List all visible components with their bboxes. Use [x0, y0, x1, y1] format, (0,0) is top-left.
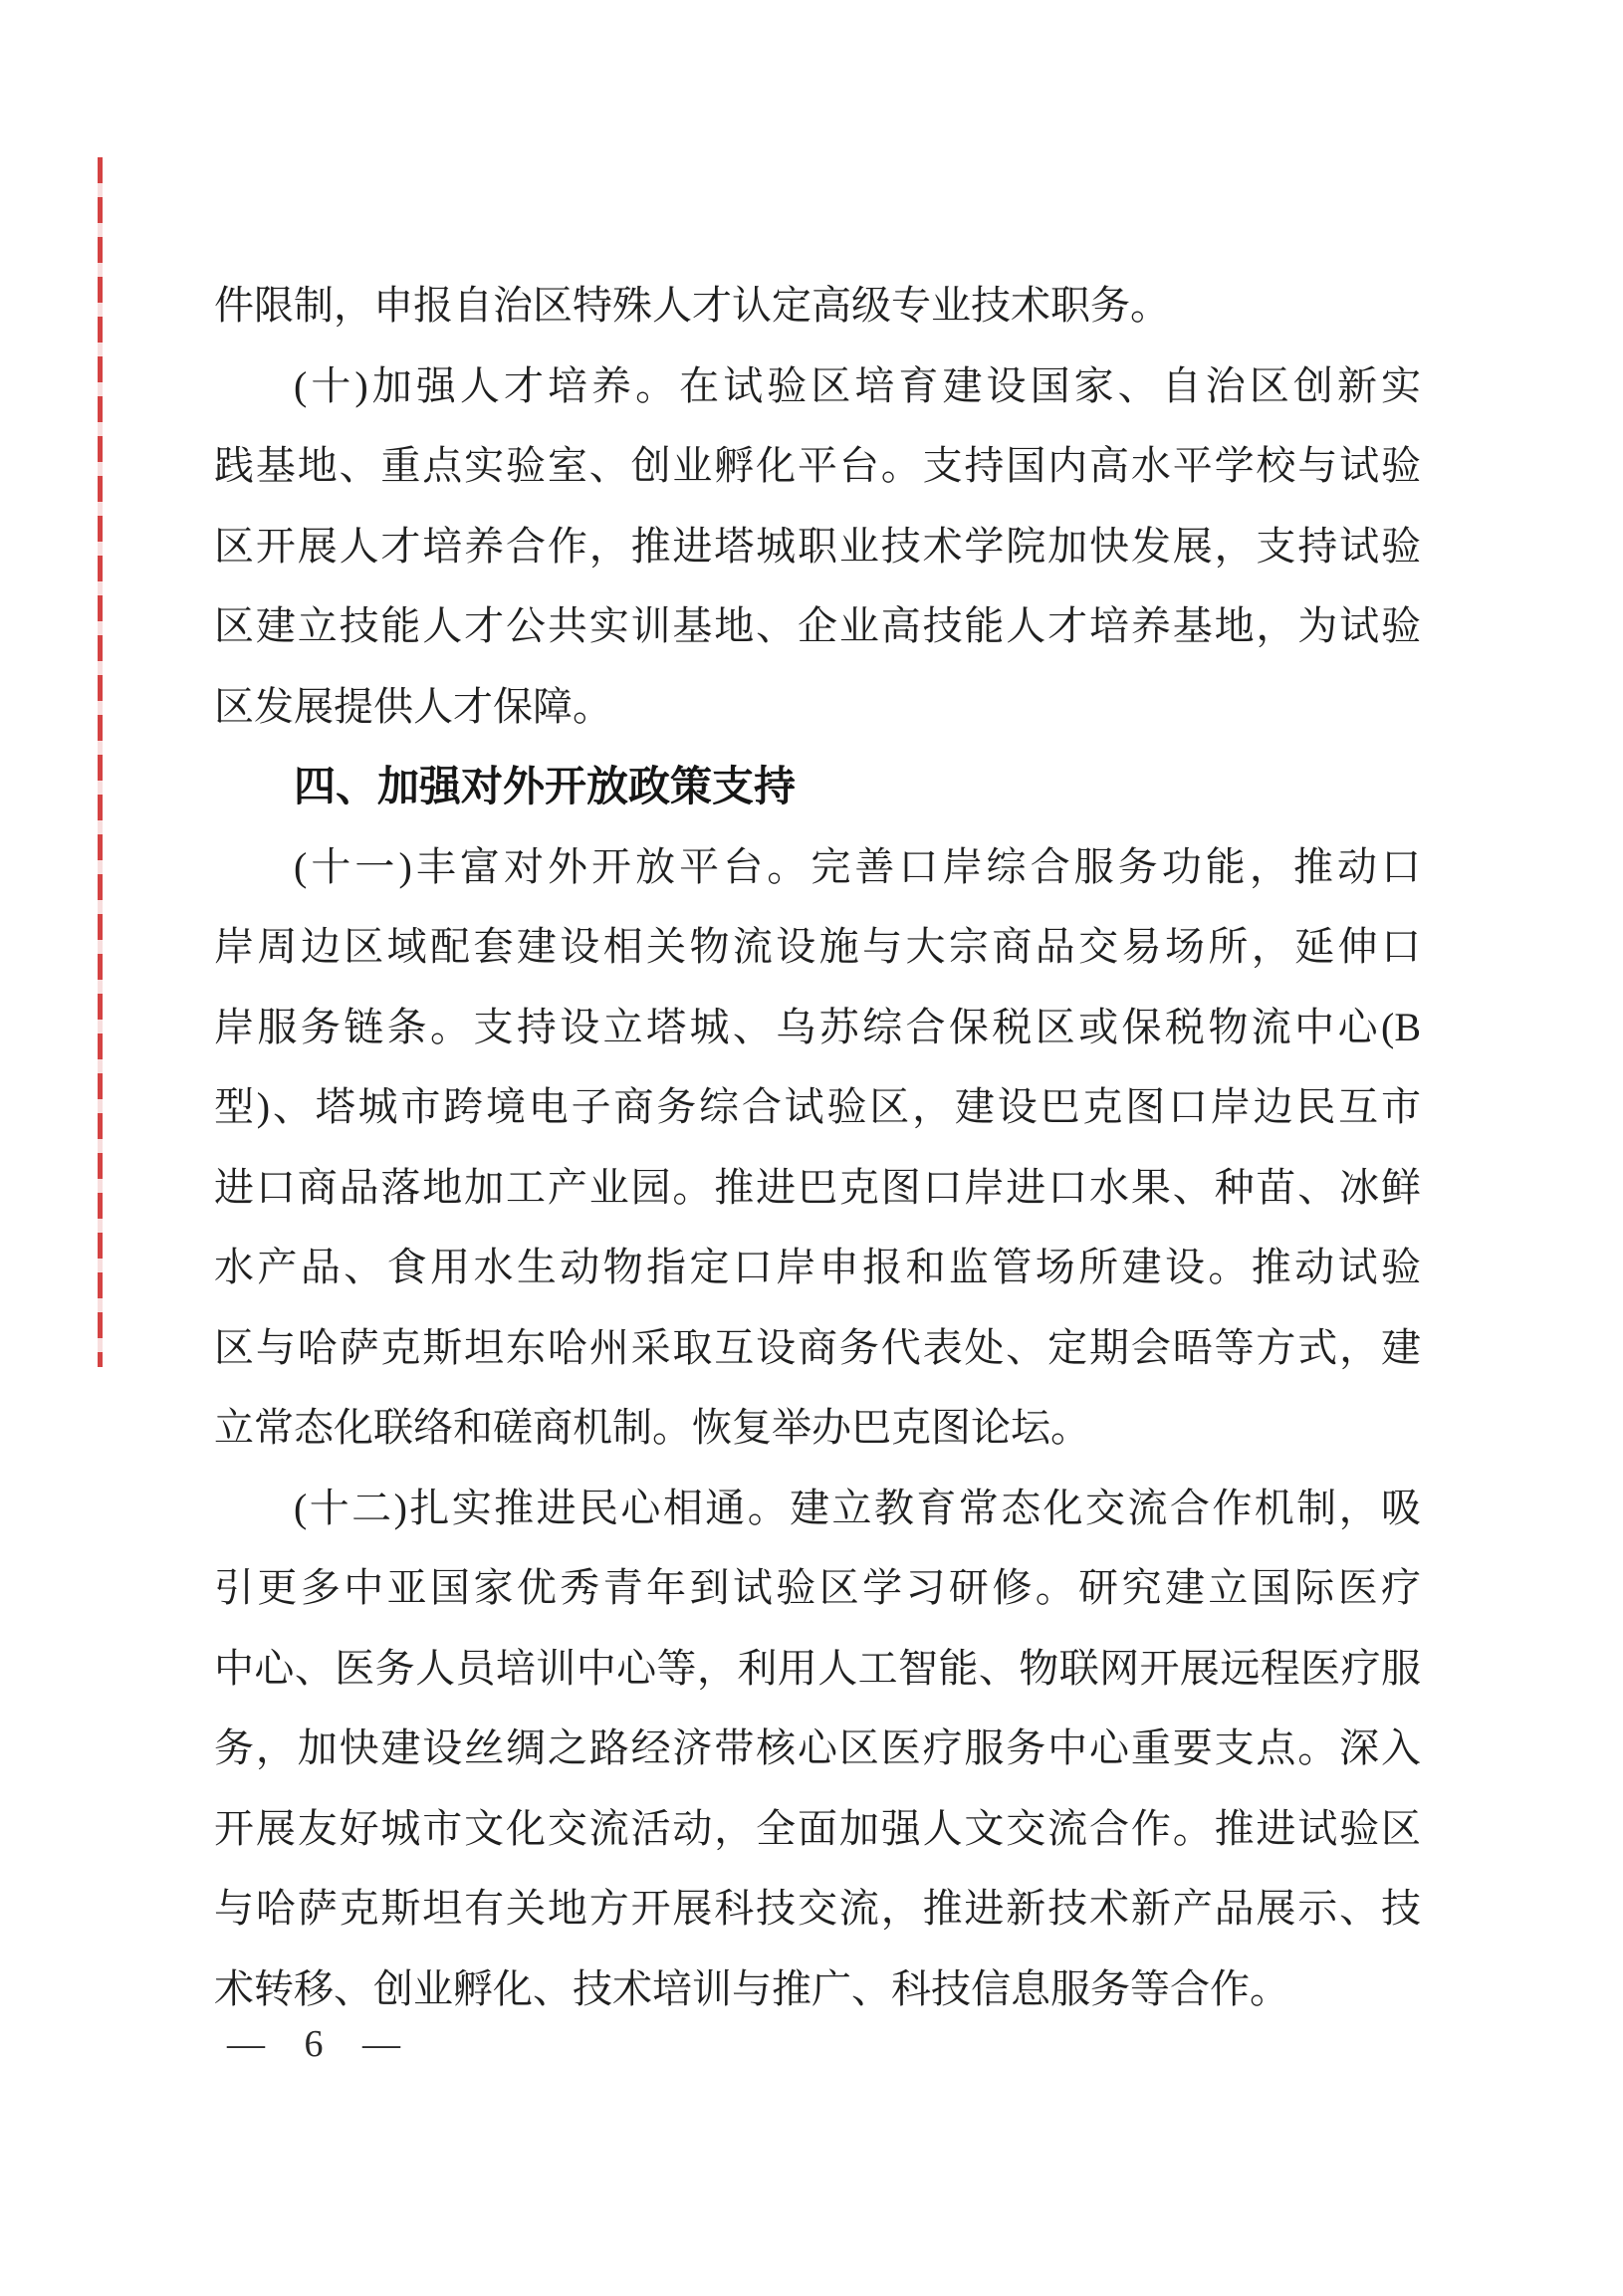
text-line: 务，加快建设丝绸之路经济带核心区医疗服务中心重要支点。深入: [214, 1725, 1421, 1770]
text-line: 型)、塔城市跨境电子商务综合试验区，建设巴克图口岸边民互市: [214, 1084, 1421, 1129]
text-line: 立常态化联络和磋商机制。恢复举办巴克图论坛。: [214, 1405, 1090, 1450]
text-line: 区与哈萨克斯坦东哈州采取互设商务代表处、定期会晤等方式，建: [214, 1324, 1421, 1370]
footer-right-dash: —: [362, 2023, 400, 2065]
section-heading: 四、加强对外开放政策支持: [294, 763, 797, 809]
page-footer: [227, 2019, 400, 2069]
text-line: 引更多中亚国家优秀青年到试验区学习研修。研究建立国际医疗: [214, 1565, 1421, 1610]
text-line: 术转移、创业孵化、技术培训与推广、科技信息服务等合作。: [214, 1965, 1289, 2011]
text-line: 开展友好城市文化交流活动，全面加强人文交流合作。推进试验区: [214, 1805, 1421, 1851]
scan-artifact-line: [98, 157, 103, 1367]
text-line: 岸服务链条。支持设立塔城、乌苏综合保税区或保税物流中心(B: [214, 1004, 1421, 1049]
text-line: (十二)扎实推进民心相通。建立教育常态化交流合作机制，吸: [294, 1485, 1421, 1530]
text-line: 岸周边区域配套建设相关物流设施与大宗商品交易场所，延伸口: [214, 924, 1421, 969]
footer-left-dash: —: [227, 2023, 265, 2065]
text-line: (十)加强人才培养。在试验区培育建设国家、自治区创新实: [294, 362, 1421, 408]
text-line: (十一)丰富对外开放平台。完善口岸综合服务功能，推动口: [294, 843, 1421, 889]
page-number: 6: [304, 2023, 324, 2065]
text-line: 水产品、食用水生动物指定口岸申报和监管场所建设。推动试验: [214, 1245, 1421, 1289]
document-lines: [214, 266, 1421, 2029]
text-line: 区开展人才培养合作，推进塔城职业技术学院加快发展，支持试验: [214, 523, 1421, 569]
text-line: 区发展提供人才保障。: [214, 683, 612, 729]
text-line: 践基地、重点实验室、创业孵化平台。支持国内高水平学校与试验: [214, 443, 1421, 488]
text-line: 与哈萨克斯坦有关地方开展科技交流，推进新技术新产品展示、技: [214, 1886, 1421, 1931]
text-line: 件限制，申报自治区特殊人才认定高级专业技术职务。: [214, 283, 1170, 328]
text-line: 中心、医务人员培训中心等，利用人工智能、物联网开展远程医疗服: [214, 1645, 1421, 1691]
text-line: 进口商品落地加工产业园。推进巴克图口岸进口水果、种苗、冰鲜: [214, 1164, 1421, 1210]
text-line: 区建立技能人才公共实训基地、企业高技能人才培养基地，为试验: [214, 603, 1421, 648]
